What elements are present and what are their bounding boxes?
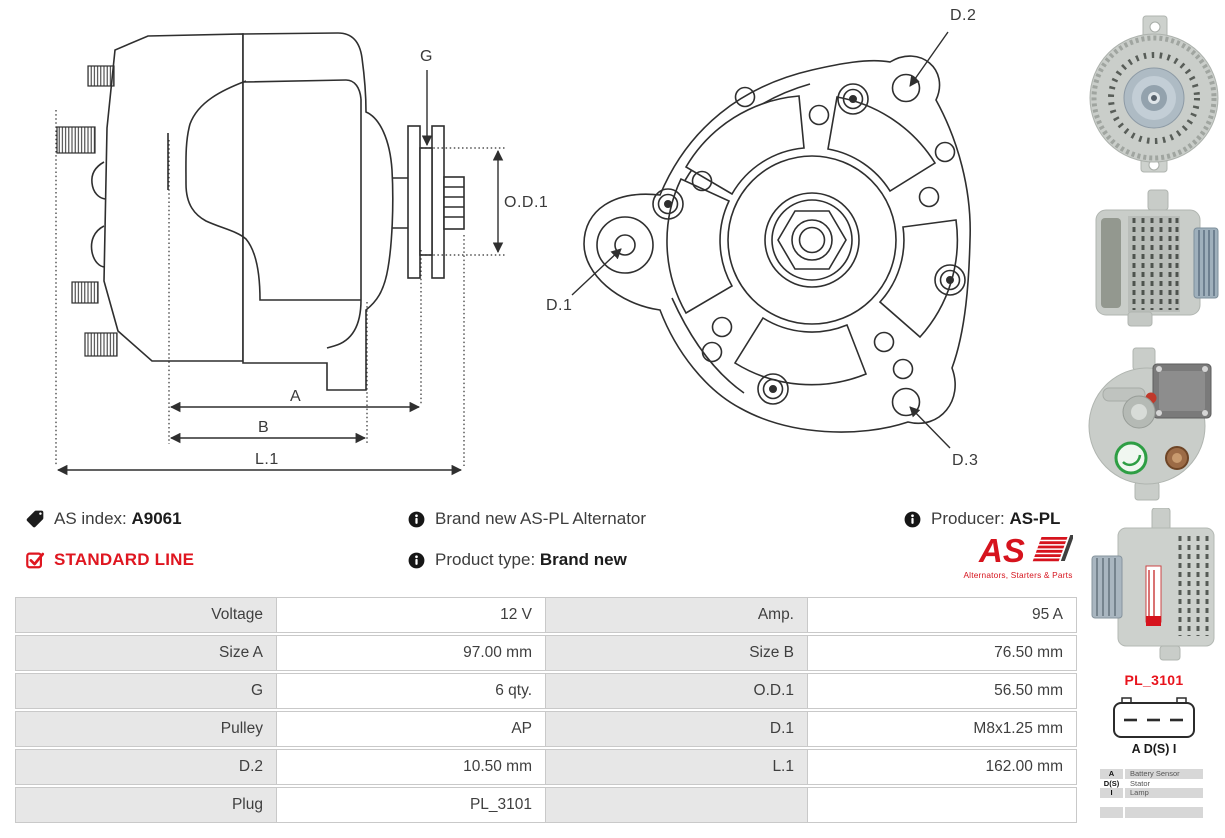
info-icon <box>407 551 426 570</box>
product-photo-side-right <box>1088 188 1222 336</box>
spec-label: Size A <box>15 635 277 671</box>
spec-label: Pulley <box>15 711 277 747</box>
spec-label <box>546 787 808 823</box>
producer-label: Producer: <box>931 509 1005 528</box>
legend-row <box>1100 788 1208 798</box>
product-type-value: Brand new <box>539 550 627 569</box>
spec-value: 10.50 mm <box>277 749 546 785</box>
dim-label-d1: D.1 <box>546 297 573 314</box>
spec-value <box>808 787 1077 823</box>
legend-desc: Stator <box>1125 779 1203 789</box>
as-index-row <box>25 507 182 531</box>
spec-row <box>15 749 1084 785</box>
spec-value: 162.00 mm <box>808 749 1077 785</box>
legend-desc: Lamp <box>1125 788 1203 798</box>
standard-line-row <box>25 548 194 572</box>
product-photo-rear <box>1085 346 1222 506</box>
spec-value: 12 V <box>277 597 546 633</box>
spec-value: 6 qty. <box>277 673 546 709</box>
spec-value: AP <box>277 711 546 747</box>
spec-label: Amp. <box>546 597 808 633</box>
spec-label: L.1 <box>546 749 808 785</box>
brand-new-text: Brand new AS-PL Alternator <box>435 509 647 528</box>
as-index-label: AS index: <box>54 509 127 528</box>
dim-label-a: A <box>290 388 302 405</box>
spec-row <box>15 673 1084 709</box>
spec-value: 97.00 mm <box>277 635 546 671</box>
tag-icon <box>25 509 45 529</box>
legend-pin: D(S) <box>1100 779 1123 789</box>
spec-label: Plug <box>15 787 277 823</box>
spec-value: 76.50 mm <box>808 635 1077 671</box>
spec-table <box>15 597 1084 825</box>
rear-view-drawing <box>584 56 970 432</box>
svg-text:AS: AS <box>979 533 1025 569</box>
spec-label: O.D.1 <box>546 673 808 709</box>
plug-connector-diagram <box>1110 695 1198 741</box>
legend-pin: A <box>1100 769 1123 779</box>
legend-row <box>1100 769 1208 779</box>
legend-empty-row <box>1100 807 1208 818</box>
as-logo-mark <box>963 533 1073 569</box>
dim-label-g: G <box>420 48 433 65</box>
spec-label: Voltage <box>15 597 277 633</box>
legend-pin: I <box>1100 788 1123 798</box>
as-pl-logo <box>963 533 1073 580</box>
dim-label-d3: D.3 <box>952 452 979 469</box>
info-icon <box>407 510 426 529</box>
logo-tagline: Alternators, Starters & Parts <box>963 570 1073 580</box>
producer-row <box>903 507 1060 531</box>
as-index-value: A9061 <box>131 509 182 528</box>
side-view-drawing <box>57 33 464 390</box>
spec-label: G <box>15 673 277 709</box>
brand-new-row <box>407 507 646 531</box>
legend-desc: Battery Sensor <box>1125 769 1203 779</box>
dim-label-d2: D.2 <box>950 7 977 24</box>
spec-value: 95 A <box>808 597 1077 633</box>
spec-label: Size B <box>546 635 808 671</box>
plug-pinout-label: A D(S) I <box>1131 742 1177 756</box>
info-icon <box>903 510 922 529</box>
dim-label-b: B <box>258 419 270 436</box>
spec-label: D.1 <box>546 711 808 747</box>
dim-label-od1: O.D.1 <box>504 194 549 211</box>
spec-row <box>15 787 1084 823</box>
spec-value: 56.50 mm <box>808 673 1077 709</box>
checkbox-checked-icon <box>25 550 45 570</box>
product-type-label: Product type: <box>435 550 536 569</box>
spec-row <box>15 711 1084 747</box>
spec-value: PL_3101 <box>277 787 546 823</box>
spec-row <box>15 597 1084 633</box>
product-photo-side-left <box>1090 508 1225 666</box>
standard-line-label: STANDARD LINE <box>54 550 195 569</box>
product-photo-front <box>1085 14 1222 176</box>
plug-legend <box>1100 769 1208 818</box>
dim-label-l1: L.1 <box>255 451 279 468</box>
spec-value: M8x1.25 mm <box>808 711 1077 747</box>
producer-value: AS-PL <box>1009 509 1061 528</box>
legend-row <box>1100 779 1208 789</box>
plug-code: PL_3101 <box>1124 672 1184 688</box>
spec-label: D.2 <box>15 749 277 785</box>
spec-row <box>15 635 1084 671</box>
product-type-row <box>407 548 627 572</box>
